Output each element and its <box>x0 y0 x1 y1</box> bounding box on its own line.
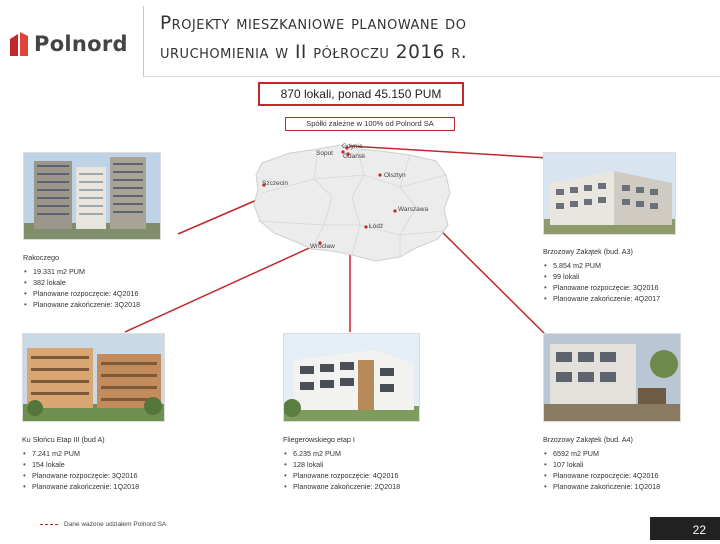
footnote-text: Dane ważone udziałem Polnord SA <box>64 521 167 528</box>
project-name: Brzozowy Zakątek (bud. A4) <box>543 435 633 444</box>
project-details <box>22 448 212 492</box>
map-label-wroclaw: Wrocław <box>310 243 335 250</box>
project-card-rakoczego <box>23 252 213 310</box>
detail-end: • Planowane zakończenie: 3Q2018 <box>23 299 213 310</box>
detail-start: • Planowane rozpoczęcie: 3Q2016 <box>22 470 212 481</box>
project-card-fliegerowskiego <box>283 434 483 492</box>
project-photo-brzozowy-a4 <box>543 333 681 422</box>
project-photo-brzozowy-a3 <box>543 152 676 235</box>
detail-units: • 99 lokali <box>543 271 713 282</box>
page-number: 22 <box>650 517 720 540</box>
summary-box: 870 lokali, ponad 45.150 PUM <box>258 82 464 106</box>
map-label-lodz: Łódź <box>369 223 384 230</box>
detail-start: • Planowane rozpoczęcie: 4Q2016 <box>23 288 213 299</box>
project-details <box>283 448 483 492</box>
footnote <box>40 521 280 528</box>
project-details <box>23 266 213 310</box>
project-photo-rakoczego <box>23 152 161 240</box>
project-name: Rakoczego <box>23 253 59 262</box>
page-title-line1: Projekty mieszkaniowe planowane do <box>160 13 467 34</box>
subsidiary-note: Spółki zależne w 100% od Polnord SA <box>285 117 455 131</box>
detail-start: • Planowane rozpoczęcie: 4Q2016 <box>283 470 483 481</box>
project-card-brzozowy-a3 <box>543 246 713 304</box>
page-title-line2: uruchomienia w II półroczu 2016 r. <box>160 42 468 63</box>
detail-pum: • 6.235 m2 PUM <box>283 448 483 459</box>
project-details <box>543 448 713 492</box>
detail-end: • Planowane zakończenie: 2Q2018 <box>283 481 483 492</box>
detail-units: • 382 lokale <box>23 277 213 288</box>
map-label-warszawa: Warszawa <box>398 206 429 213</box>
map-label-szczecin: Szczecin <box>262 180 289 187</box>
project-name: Brzozowy Zakątek (bud. A3) <box>543 247 633 256</box>
project-photo-ku-sloncu <box>22 333 165 422</box>
project-name: Fliegerowskiego etap I <box>283 435 355 444</box>
detail-pum: • 7.241 m2 PUM <box>22 448 212 459</box>
detail-start: • Planowane rozpoczęcie: 3Q2016 <box>543 282 713 293</box>
detail-end: • Planowane zakończenie: 4Q2017 <box>543 293 713 304</box>
detail-units: • 154 lokale <box>22 459 212 470</box>
detail-pum: • 5.854 m2 PUM <box>543 260 713 271</box>
detail-pum: • 6592 m2 PUM <box>543 448 713 459</box>
map-label-gdansk: Gdańsk <box>343 153 366 160</box>
project-name: Ku Słońcu Etap III (bud A) <box>22 435 105 444</box>
detail-units: • 107 lokali <box>543 459 713 470</box>
project-card-brzozowy-a4 <box>543 434 713 492</box>
detail-start: • Planowane rozpoczęcie: 4Q2016 <box>543 470 713 481</box>
poland-map <box>240 135 460 265</box>
detail-pum: • 19.331 m2 PUM <box>23 266 213 277</box>
detail-end: • Planowane zakończenie: 1Q2018 <box>22 481 212 492</box>
detail-end: • Planowane zakończenie: 1Q2018 <box>543 481 713 492</box>
map-label-sopot: Sopot <box>316 150 333 157</box>
dashed-line-legend-icon <box>40 524 58 525</box>
map-label-olsztyn: Olsztyn <box>384 172 406 179</box>
map-label-gdynia: Gdynia <box>342 143 363 150</box>
project-details <box>543 260 713 304</box>
detail-units: • 128 lokali <box>283 459 483 470</box>
project-card-ku-sloncu <box>22 434 212 492</box>
logo-text: Polnord <box>34 32 128 56</box>
project-photo-fliegerowskiego <box>283 333 420 422</box>
